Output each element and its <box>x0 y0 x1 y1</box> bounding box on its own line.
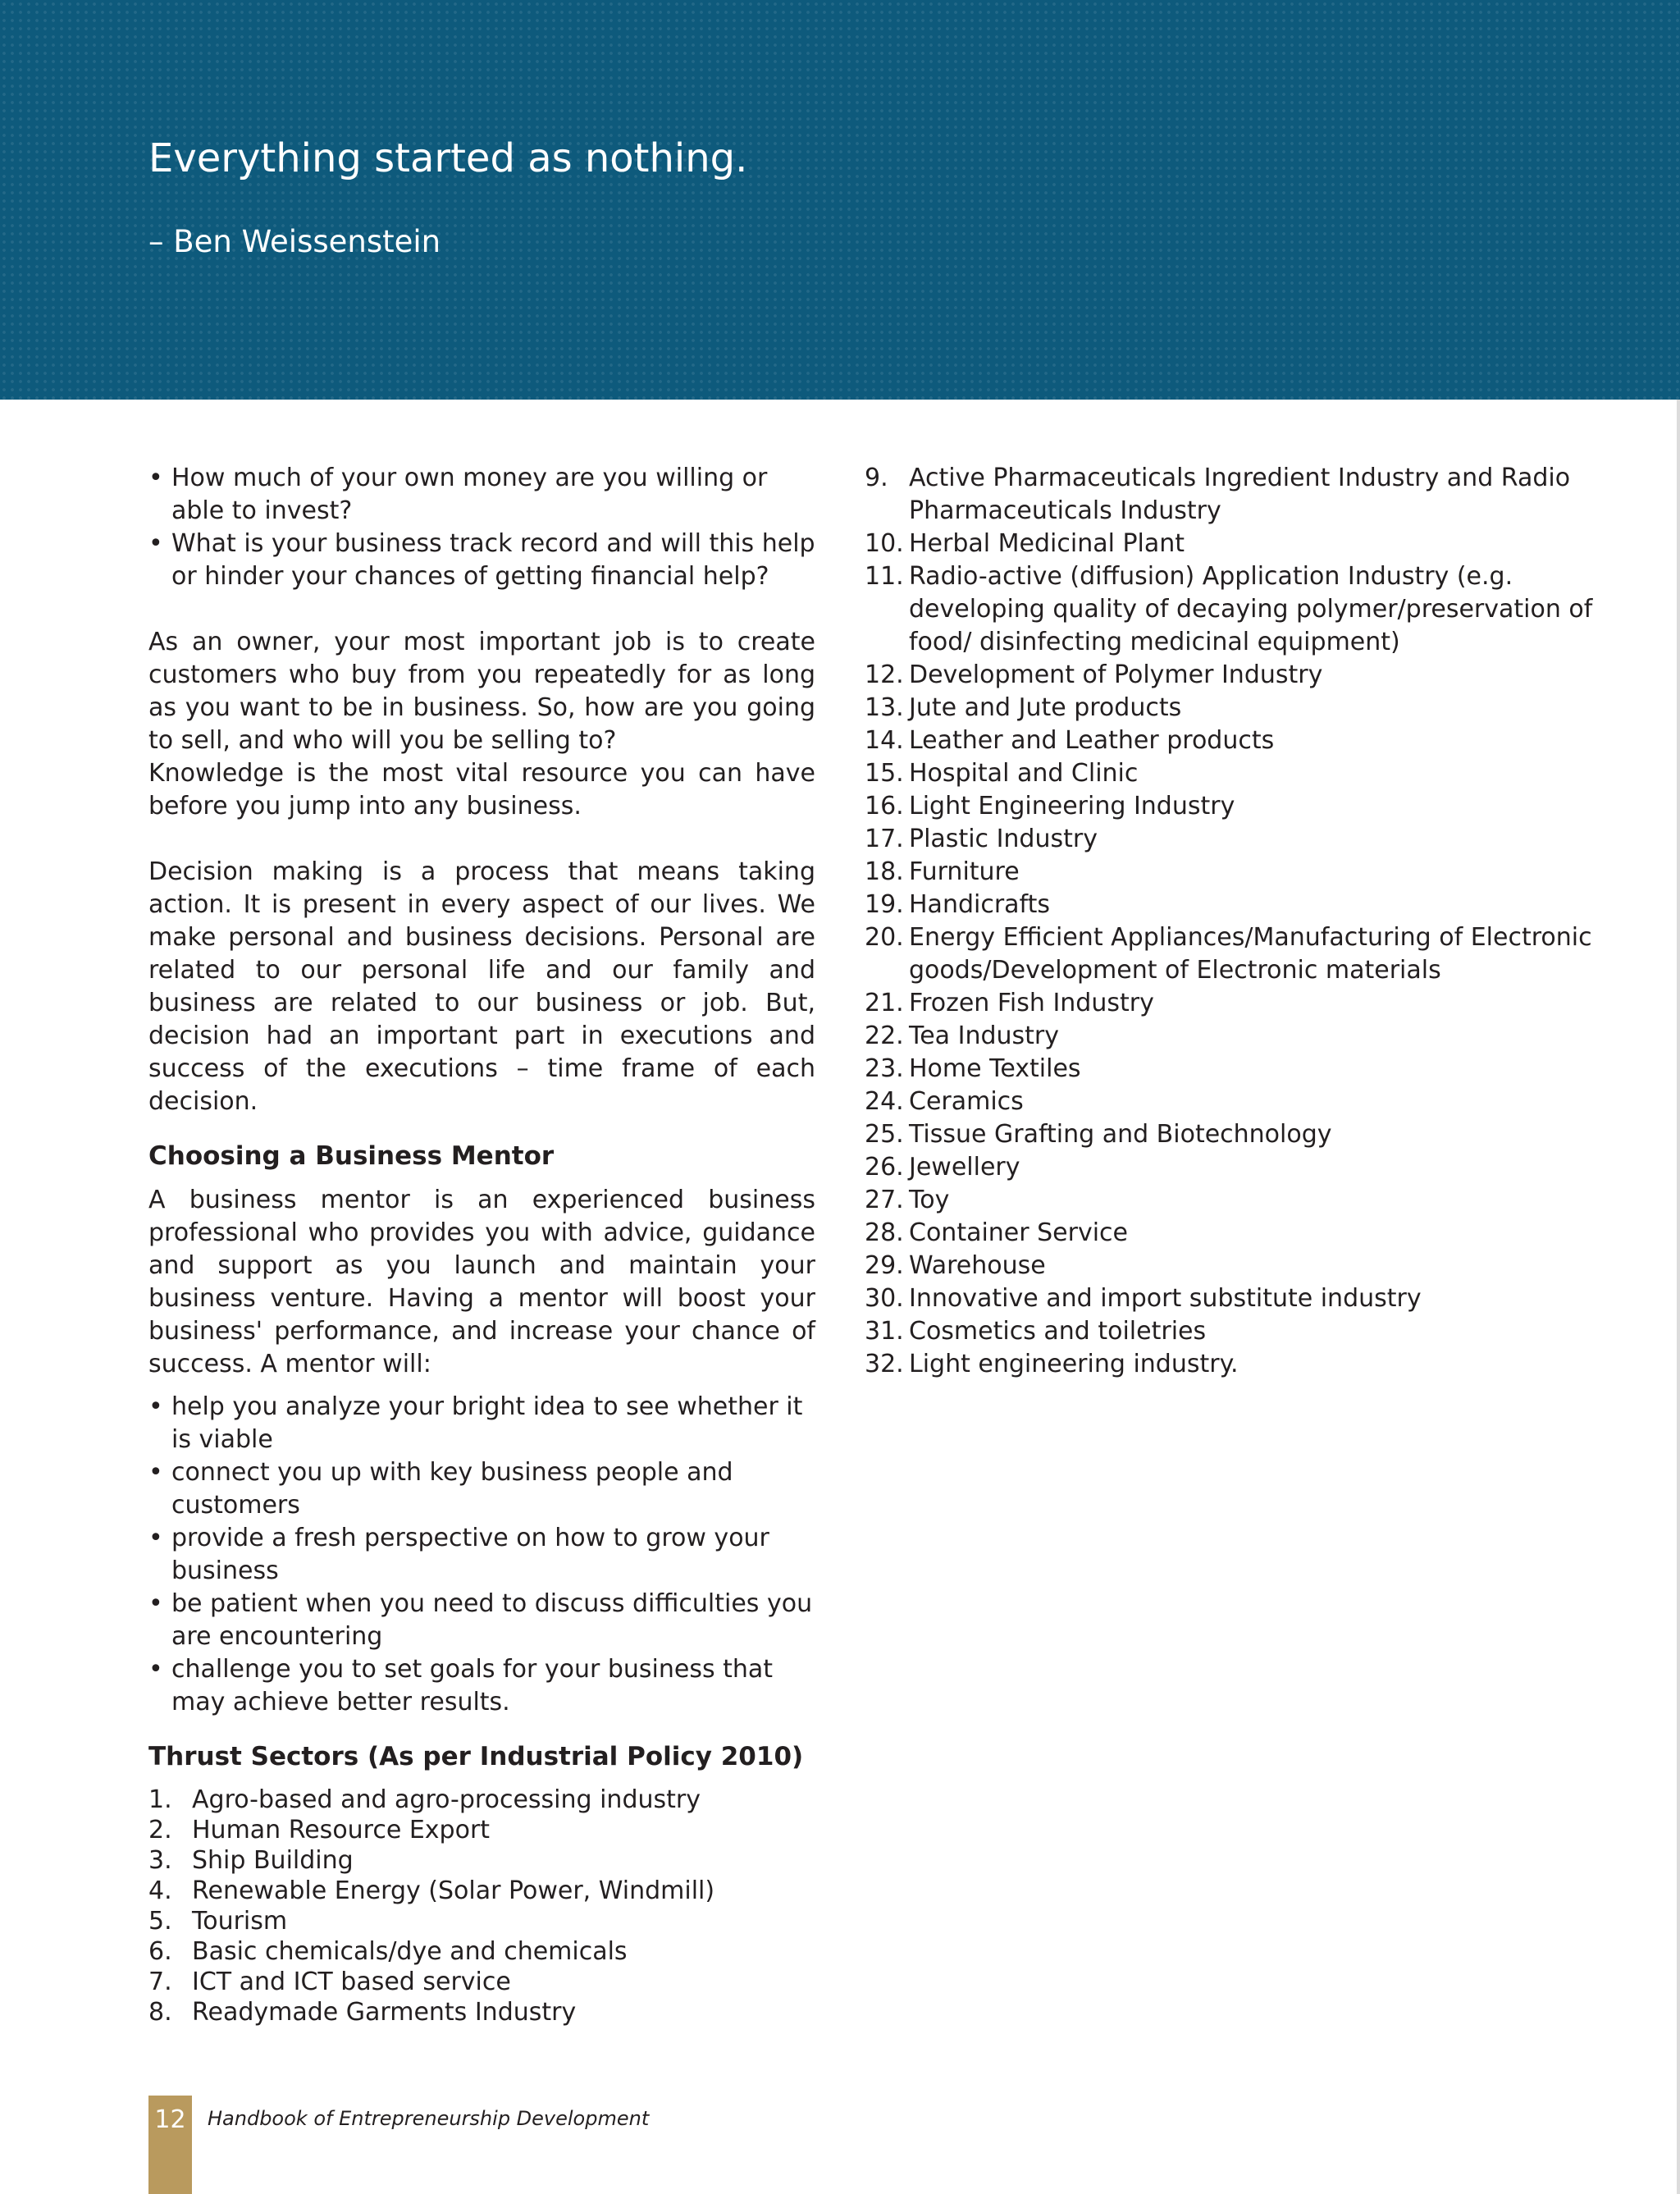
list-item: 20. Energy Efficient Appliances/Manufacturing of Electronic goods/Development of Electronic materials <box>865 923 1592 985</box>
list-item: 9. Active Pharmaceuticals Ingredient Industry and Radio Pharmaceuticals Industry <box>865 464 1571 525</box>
list-item: 14. Leather and Leather products <box>865 726 1275 755</box>
list-item: 8. Readymade Garments Industry <box>148 1998 577 2027</box>
intro-bullet-list <box>148 462 815 593</box>
list-item: 2. Human Resource Export <box>148 1816 491 1844</box>
page-edge <box>1677 400 1680 2194</box>
page-number: 12 <box>154 2105 186 2134</box>
list-item: 23. Home Textiles <box>865 1054 1081 1083</box>
list-item: 10. Herbal Medicinal Plant <box>865 529 1185 558</box>
thrust-sectors-heading: Thrust Sectors (As per Industrial Policy 2010) <box>148 1742 804 1771</box>
list-item: 25. Tissue Grafting and Biotechnology <box>865 1120 1332 1149</box>
list-item: 18. Furniture <box>865 857 1020 886</box>
list-item: 7. ICT and ICT based service <box>148 1968 511 1996</box>
list-item: 15. Hospital and Clinic <box>865 759 1139 788</box>
banner-quote: Everything started as nothing. <box>148 135 748 181</box>
list-item: 13. Jute and Jute products <box>865 693 1182 722</box>
list-item: 17. Plastic Industry <box>865 825 1098 853</box>
list-item: 4. Renewable Energy (Solar Power, Windmill) <box>148 1876 715 1905</box>
quote-banner <box>0 0 1680 400</box>
thrust-sectors-list <box>148 1785 815 2027</box>
page-number-tab <box>148 2096 192 2194</box>
decision-paragraph: Decision making is a process that means taking action. It is present in every aspect of our lives. We make personal and business decisions. Personal are related to our personal life and our family and business are related to our business or job. But, decision had an important part in executions and success of the executions – time frame of each decision. <box>148 857 815 1116</box>
list-item: • challenge you to set goals for your business that may achieve better results. <box>148 1653 815 1719</box>
mentor-heading: Choosing a Business Mentor <box>148 1141 555 1171</box>
quote-author: – Ben Weissenstein <box>148 224 441 259</box>
thrust-sectors-list-continued <box>865 462 1603 1381</box>
list-item: 6. Basic chemicals/dye and chemicals <box>148 1937 628 1966</box>
list-item: 12. Development of Polymer Industry <box>865 660 1323 689</box>
list-item: 28. Container Service <box>865 1218 1129 1247</box>
list-item: 19. Handicrafts <box>865 890 1050 919</box>
owner-paragraph: As an owner, your most important job is to create customers who buy from you repeatedly for as long as you want to be in business. So, how are you going to sell, and who will you be selling to? <box>148 628 815 755</box>
list-item: 31. Cosmetics and toiletries <box>865 1317 1207 1346</box>
list-item: • What is your business track record and will this help or hinder your chances of getting financial help? <box>148 528 815 593</box>
list-item: 3. Ship Building <box>148 1846 354 1875</box>
mentor-bullet-list <box>148 1391 815 1719</box>
list-item: 32. Light engineering industry. <box>865 1350 1239 1378</box>
list-item: 26. Jewellery <box>865 1153 1020 1182</box>
list-item: • be patient when you need to discuss difficulties you are encountering <box>148 1588 815 1653</box>
list-item: 11. Radio-active (diffusion) Application Industry (e.g. developing quality of decaying polymer/preservation of food/ disinfecting medicinal equipment) <box>865 562 1593 656</box>
list-item: • provide a fresh perspective on how to grow your business <box>148 1522 815 1588</box>
list-item: 30. Innovative and import substitute industry <box>865 1284 1422 1313</box>
list-item: • How much of your own money are you willing or able to invest? <box>148 462 815 528</box>
list-item: 27. Toy <box>865 1186 950 1214</box>
list-item: 29. Warehouse <box>865 1251 1046 1280</box>
list-item: 21. Frozen Fish Industry <box>865 989 1154 1017</box>
knowledge-paragraph: Knowledge is the most vital resource you can have before you jump into any business. <box>148 759 815 820</box>
list-item: 1. Agro-based and agro-processing industry <box>148 1785 701 1814</box>
footer-title: Handbook of Entrepreneurship Development <box>208 2107 650 2130</box>
list-item: 22. Tea Industry <box>865 1022 1060 1050</box>
left-column <box>148 462 815 2027</box>
list-item: • help you analyze your bright idea to see whether it is viable <box>148 1391 815 1456</box>
right-column <box>865 462 1603 1381</box>
list-item: • connect you up with key business people and customers <box>148 1456 815 1522</box>
list-item: 24. Ceramics <box>865 1087 1024 1116</box>
mentor-paragraph: A business mentor is an experienced business professional who provides you with advice, guidance and support as you launch and maintain your business venture. Having a mentor will boost your business' performance, and increase your chance of success. A mentor will: <box>148 1186 815 1378</box>
list-item: 5. Tourism <box>148 1907 288 1936</box>
list-item: 16. Light Engineering Industry <box>865 792 1235 820</box>
